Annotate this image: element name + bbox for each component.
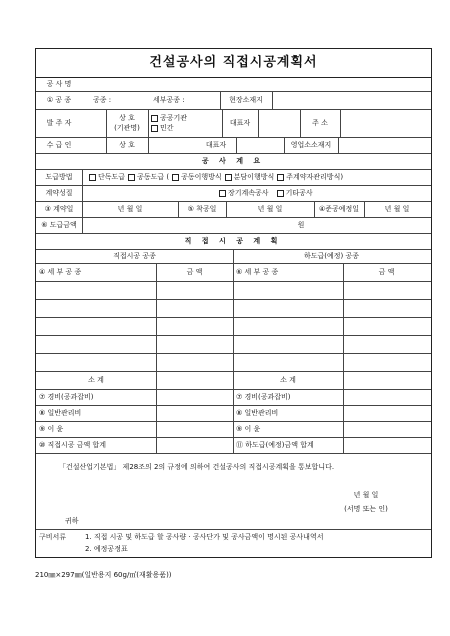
subcontract-header: 하도급(예정) 공종 bbox=[303, 252, 360, 260]
joint-contract-label: 공동도급 ( bbox=[137, 173, 170, 181]
divider bbox=[148, 109, 149, 137]
subcontract-total-label: ⑪ 하도급(예정)금액 합계 bbox=[236, 441, 314, 449]
won-unit: 원 bbox=[297, 221, 305, 229]
attachment-item-2: 2. 예정공정표 bbox=[85, 545, 128, 553]
orderer-type-options bbox=[148, 109, 222, 137]
public-option-label: 공공기관 bbox=[160, 114, 188, 122]
divider bbox=[220, 91, 221, 109]
joint-exec-option[interactable] bbox=[172, 172, 222, 182]
divider bbox=[226, 201, 227, 217]
divider bbox=[338, 137, 339, 153]
checkbox-icon[interactable] bbox=[225, 174, 232, 181]
notice-text: 「건설산업기본법」 제28조의 2의 규정에 의하여 건설공사의 직접시공계획을 통보합니다. bbox=[59, 463, 335, 471]
shared-exec-label: 분담이행방식 bbox=[233, 173, 275, 181]
nature-options bbox=[216, 185, 416, 201]
checkbox-icon[interactable] bbox=[277, 174, 284, 181]
shared-exec-option[interactable] bbox=[225, 172, 275, 182]
orderer-org-text: (기관명) bbox=[114, 124, 140, 132]
divider bbox=[284, 137, 285, 153]
divider bbox=[300, 109, 301, 137]
divider bbox=[36, 529, 431, 530]
checkbox-icon[interactable] bbox=[172, 174, 179, 181]
joint-contract-option[interactable] bbox=[128, 172, 169, 182]
divider bbox=[233, 249, 234, 453]
work-type-label: ① 공 종 bbox=[46, 96, 72, 104]
method-options bbox=[86, 169, 430, 185]
attachment-item-1: 1. 직접 시공 및 하도급 할 공사량 · 공사단가 및 공사금액이 명시된 공사내역서 bbox=[85, 533, 324, 541]
divider bbox=[364, 201, 365, 217]
checkbox-icon[interactable] bbox=[219, 190, 226, 197]
profit-left-label: ⑨ 이 윤 bbox=[39, 425, 64, 433]
detail-work-right-header: ⑥ 세 부 공 종 bbox=[236, 268, 279, 276]
contractor-office-label: 영업소소재지 bbox=[290, 141, 332, 149]
single-contract-option[interactable] bbox=[89, 172, 125, 182]
main-contractor-label: 주계약자관리방식) bbox=[286, 173, 344, 181]
overhead-left-label: ⑦ 경비(공과잡비) bbox=[39, 393, 94, 401]
amount-right-header: 금 액 bbox=[378, 268, 395, 276]
orderer-name-label bbox=[106, 109, 148, 137]
divider bbox=[178, 201, 179, 217]
divider bbox=[106, 137, 107, 153]
detail-work-left-header: ④ 세 부 공 종 bbox=[39, 268, 82, 276]
end-date-field[interactable]: 년 월 일 bbox=[384, 205, 410, 213]
divider bbox=[156, 263, 157, 453]
site-location-label: 현장소재지 bbox=[229, 96, 263, 104]
form-frame bbox=[35, 48, 432, 558]
checkbox-icon[interactable] bbox=[151, 115, 158, 122]
subtotal-right-label: 소 계 bbox=[280, 376, 296, 384]
orderer-addr-label: 주 소 bbox=[312, 119, 328, 127]
main-contractor-option[interactable] bbox=[277, 172, 343, 182]
other-work-label: 기타공사 bbox=[285, 189, 313, 197]
divider bbox=[340, 109, 341, 137]
private-option-label: 민간 bbox=[160, 124, 174, 132]
divider bbox=[222, 109, 223, 137]
start-date-field[interactable]: 년 월 일 bbox=[257, 205, 283, 213]
plan-section-title: 직 접 시 공 계 획 bbox=[184, 237, 282, 245]
divider bbox=[36, 453, 431, 454]
private-option[interactable] bbox=[151, 123, 174, 133]
amount-label: ⑥ 도급금액 bbox=[41, 221, 77, 229]
divider bbox=[272, 91, 273, 109]
checkbox-icon[interactable] bbox=[89, 174, 96, 181]
direct-total-label: ⑩ 직접시공 금액 합계 bbox=[39, 441, 107, 449]
joint-exec-label: 공동이행방식 bbox=[181, 173, 222, 181]
page-title: 건설공사의 직접시공계획서 bbox=[36, 49, 431, 78]
subtotal-left-label: 소 계 bbox=[88, 376, 104, 384]
direct-work-header: 직접시공 공종 bbox=[113, 252, 156, 260]
paper-spec: 210㎜×297㎜(일반용지 60g/㎡(재활용품)) bbox=[35, 571, 172, 579]
divider bbox=[106, 109, 107, 137]
divider bbox=[236, 137, 237, 153]
recipient-suffix: 귀하 bbox=[65, 517, 79, 525]
notice-date[interactable]: 년 월 일 bbox=[353, 491, 379, 499]
nature-label: 계약성질 bbox=[45, 189, 73, 197]
admin-left-label: ⑧ 일반관리비 bbox=[39, 409, 82, 417]
attachments-label: 구비서류 bbox=[39, 533, 67, 541]
amount-left-header: 금 액 bbox=[186, 268, 203, 276]
checkbox-icon[interactable] bbox=[128, 174, 135, 181]
orderer-label: 발 주 자 bbox=[46, 119, 72, 127]
method-label: 도급방법 bbox=[45, 173, 73, 181]
project-name-label: 공 사 명 bbox=[46, 80, 72, 88]
work-type-field[interactable]: 공종 : bbox=[93, 96, 112, 104]
profit-right-label: ⑨ 이 윤 bbox=[236, 425, 261, 433]
contractor-label: 수 급 인 bbox=[46, 141, 72, 149]
contract-date-label: ③ 계약일 bbox=[44, 205, 74, 213]
contract-date-field[interactable]: 년 월 일 bbox=[117, 205, 143, 213]
checkbox-icon[interactable] bbox=[277, 190, 284, 197]
orderer-rep-label: 대표자 bbox=[229, 119, 251, 127]
contractor-name-label: 상 호 bbox=[119, 141, 135, 149]
divider bbox=[36, 217, 431, 218]
single-contract-label: 단독도급 bbox=[98, 173, 126, 181]
admin-right-label: ⑧ 일반관리비 bbox=[236, 409, 279, 417]
divider bbox=[258, 109, 259, 137]
divider bbox=[148, 137, 149, 153]
checkbox-icon[interactable] bbox=[151, 125, 158, 132]
long-term-option[interactable] bbox=[219, 188, 269, 198]
overhead-right-label: ⑦ 경비(공과잡비) bbox=[236, 393, 291, 401]
divider bbox=[314, 201, 315, 217]
other-work-option[interactable] bbox=[277, 188, 313, 198]
orderer-name-text: 상 호 bbox=[119, 114, 135, 122]
long-term-label: 장기계속공사 bbox=[228, 189, 269, 197]
public-option[interactable] bbox=[151, 113, 187, 123]
contractor-rep-label: 대표자 bbox=[205, 141, 227, 149]
end-date-label: ④준공예정일 bbox=[318, 205, 360, 213]
divider bbox=[343, 263, 344, 453]
signature-line[interactable]: (서명 또는 인) bbox=[344, 505, 388, 513]
overview-section-title: 공 사 계 요 bbox=[201, 157, 265, 165]
start-date-label: ⑤ 착공일 bbox=[187, 205, 217, 213]
sub-type-field[interactable]: 세부공종 : bbox=[153, 96, 185, 104]
